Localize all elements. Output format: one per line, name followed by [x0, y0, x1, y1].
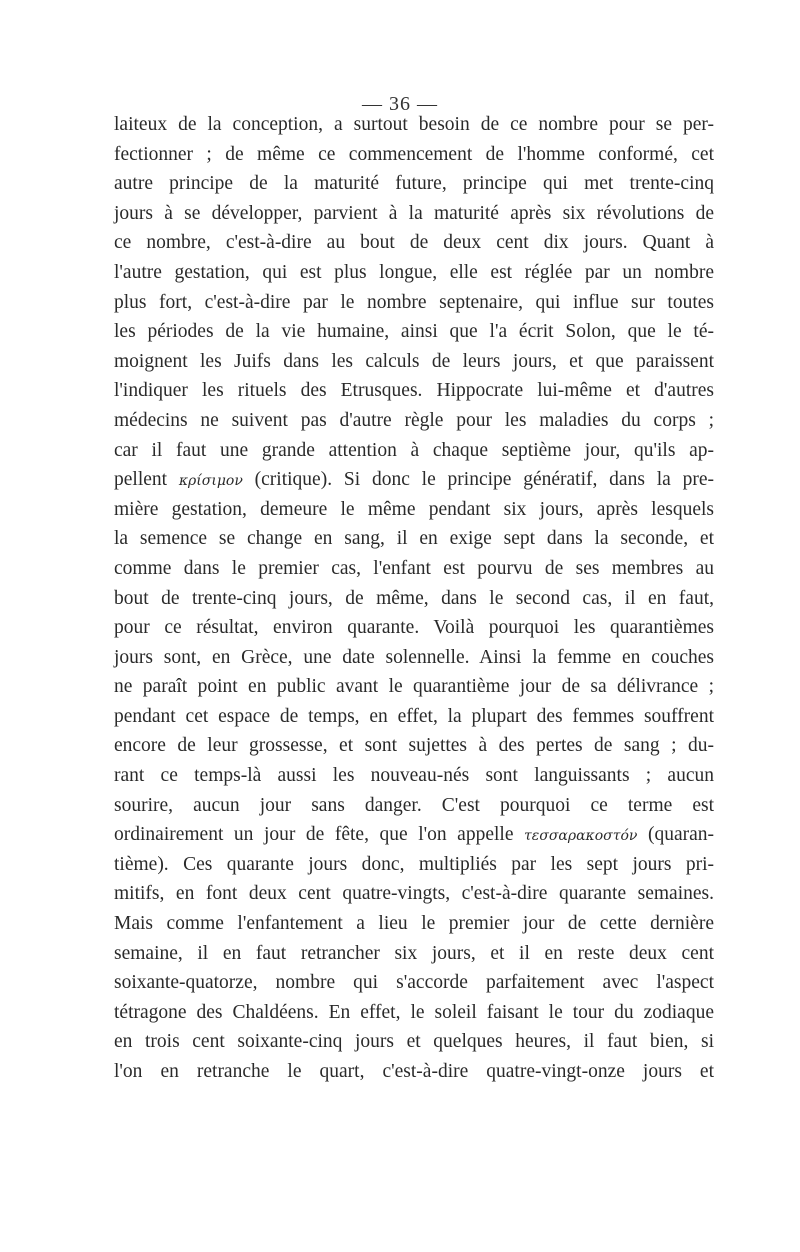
text-segment: autre principe de la maturité future, principe qui met trente-cinq — [114, 173, 714, 195]
text-segment: pour ce résultat, environ quarante. Voilà pourquoi les quarantièmes — [114, 617, 714, 639]
text-line — [114, 643, 714, 673]
text-line — [114, 998, 714, 1028]
text-line — [114, 406, 714, 436]
text-segment: Mais comme l'enfantement a lieu le premier jour de cette dernière — [114, 913, 714, 935]
text-segment: pellent — [114, 469, 179, 491]
text-segment: comme dans le premier cas, l'enfant est pourvu de ses membres au — [114, 557, 714, 579]
text-segment: sourire, aucun jour sans danger. C'est pourquoi ce terme est — [114, 794, 714, 816]
text-line — [114, 140, 714, 170]
text-line — [114, 761, 714, 791]
text-line — [114, 524, 714, 554]
text-segment: jours à se développer, parvient à la maturité après six révolutions de — [114, 202, 714, 224]
text-segment: (quaran- — [637, 824, 714, 846]
text-line — [114, 110, 714, 140]
text-line — [114, 939, 714, 969]
text-segment: en trois cent soixante-cinq jours et quelques heures, il faut bien, si — [114, 1031, 714, 1053]
text-line — [114, 376, 714, 406]
text-segment: la semence se change en sang, il en exige sept dans la seconde, et — [114, 528, 714, 550]
text-line — [114, 554, 714, 584]
text-segment: moignent les Juifs dans les calculs de leurs jours, et que paraissent — [114, 350, 714, 372]
text-segment: car il faut une grande attention à chaque septième jour, qu'ils ap- — [114, 439, 714, 461]
text-segment: semaine, il en faut retrancher six jours, et il en reste deux cent — [114, 942, 714, 964]
text-line — [114, 820, 714, 850]
text-line — [114, 850, 714, 880]
text-segment: ce nombre, c'est-à-dire au bout de deux cent dix jours. Quant à — [114, 232, 714, 254]
text-segment: encore de leur grossesse, et sont sujettes à des pertes de sang ; du- — [114, 735, 714, 757]
text-segment: mitifs, en font deux cent quatre-vingts, c'est-à-dire quarante semaines. — [114, 883, 714, 905]
text-line — [114, 791, 714, 821]
text-segment: ne paraît point en public avant le quarantième jour de sa délivrance ; — [114, 676, 714, 698]
text-line — [114, 1057, 714, 1087]
text-segment: plus fort, c'est-à-dire par le nombre septenaire, qui influe sur toutes — [114, 291, 714, 313]
text-line — [114, 672, 714, 702]
text-segment: rant ce temps-là aussi les nouveau-nés sont languissants ; aucun — [114, 765, 714, 787]
text-segment: l'autre gestation, qui est plus longue, elle est réglée par un nombre — [114, 261, 714, 283]
text-segment: fectionner ; de même ce commencement de l'homme conformé, cet — [114, 143, 714, 165]
text-segment: bout de trente-cinq jours, de même, dans le second cas, il en faut, — [114, 587, 714, 609]
text-segment: jours sont, en Grèce, une date solennelle. Ainsi la femme en couches — [114, 646, 714, 668]
text-line — [114, 347, 714, 377]
greek-word: τεσσαρακοστόν — [524, 828, 638, 845]
text-line — [114, 1027, 714, 1057]
text-line — [114, 879, 714, 909]
text-segment: ordinairement un jour de fête, que l'on appelle — [114, 824, 525, 846]
text-line — [114, 169, 714, 199]
text-segment: (critique). Si donc le principe génératif, dans la pre- — [242, 469, 714, 491]
text-line — [114, 584, 714, 614]
text-segment: tième). Ces quarante jours donc, multipliés par les sept jours pri- — [114, 853, 714, 875]
text-segment: laiteux de la conception, a surtout besoin de ce nombre pour se per- — [114, 114, 714, 135]
text-segment: les périodes de la vie humaine, ainsi que l'a écrit Solon, que le té- — [114, 321, 714, 343]
text-segment: tétragone des Chaldéens. En effet, le soleil faisant le tour du zodiaque — [114, 1001, 714, 1023]
text-line — [114, 199, 714, 229]
text-line — [114, 288, 714, 318]
text-line — [114, 731, 714, 761]
text-segment: pendant cet espace de temps, en effet, la plupart des femmes souffrent — [114, 705, 714, 727]
greek-word: κρίσιμον — [178, 473, 243, 490]
text-line — [114, 436, 714, 466]
text-line — [114, 909, 714, 939]
text-line — [114, 317, 714, 347]
text-segment: médecins ne suivent pas d'autre règle pour les maladies du corps ; — [114, 409, 714, 431]
text-segment: l'indiquer les rituels des Etrusques. Hippocrate lui-même et d'autres — [114, 380, 714, 402]
text-line — [114, 702, 714, 732]
text-line — [114, 228, 714, 258]
body-text — [114, 110, 714, 1087]
text-line — [114, 465, 714, 495]
page-number: — 36 — — [362, 93, 438, 115]
text-line — [114, 613, 714, 643]
text-segment: soixante-quatorze, nombre qui s'accorde parfaitement avec l'aspect — [114, 972, 714, 994]
text-line — [114, 495, 714, 525]
text-line — [114, 968, 714, 998]
text-segment: l'on en retranche le quart, c'est-à-dire quatre-vingt-onze jours et — [114, 1061, 714, 1082]
text-line — [114, 258, 714, 288]
text-segment: mière gestation, demeure le même pendant six jours, après lesquels — [114, 498, 714, 520]
